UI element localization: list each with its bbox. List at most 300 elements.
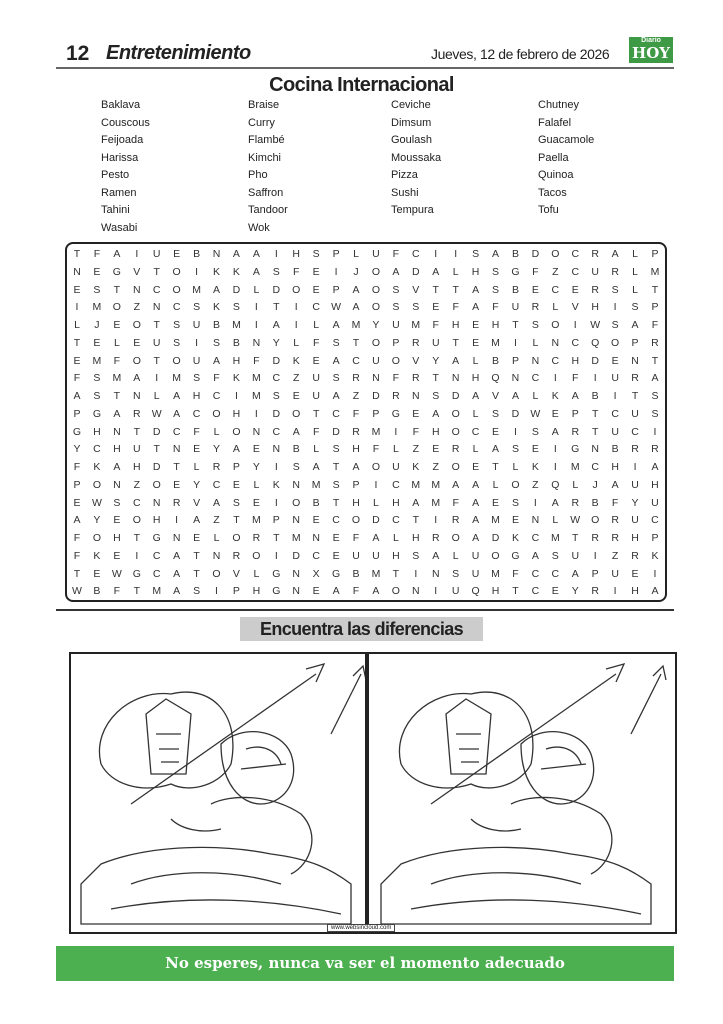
word-list-item: Kimchi bbox=[248, 151, 282, 164]
grid-letter: C bbox=[531, 532, 540, 544]
grid-letter: A bbox=[432, 407, 440, 420]
grid-letter: I bbox=[195, 265, 199, 278]
grid-letter: I bbox=[135, 549, 139, 562]
grid-letter: B bbox=[193, 248, 201, 260]
grid-letter: B bbox=[591, 496, 599, 509]
grid-letter: E bbox=[93, 265, 101, 278]
grid-letter: F bbox=[293, 265, 300, 278]
grid-letter: S bbox=[492, 265, 500, 278]
grid-letter: S bbox=[511, 496, 519, 509]
grid-letter: A bbox=[492, 443, 500, 456]
grid-letter: C bbox=[272, 372, 281, 385]
grid-letter: L bbox=[472, 354, 479, 367]
grid-letter: G bbox=[152, 532, 161, 544]
grid-letter: R bbox=[651, 336, 659, 349]
grid-letter: F bbox=[532, 265, 539, 278]
grid-letter: G bbox=[112, 265, 121, 278]
grid-letter: I bbox=[254, 301, 258, 314]
grid-letter: R bbox=[571, 496, 580, 509]
grid-letter: H bbox=[611, 461, 619, 473]
grid-letter: L bbox=[113, 336, 120, 349]
grid-letter: K bbox=[93, 549, 101, 562]
grid-letter: H bbox=[352, 443, 360, 456]
grid-letter: M bbox=[491, 514, 500, 527]
grid-letter: F bbox=[452, 301, 459, 314]
grid-letter: T bbox=[412, 514, 419, 527]
grid-letter: K bbox=[412, 461, 420, 473]
grid-letter: U bbox=[431, 336, 440, 349]
grid-letter: C bbox=[332, 407, 340, 420]
grid-letter: N bbox=[292, 514, 301, 527]
grid-letter: T bbox=[193, 549, 200, 562]
grid-letter: C bbox=[591, 461, 599, 473]
grid-letter: M bbox=[232, 319, 241, 331]
grid-letter: T bbox=[332, 496, 340, 509]
grid-letter: T bbox=[651, 283, 659, 296]
grid-letter: J bbox=[94, 319, 100, 331]
grid-letter: P bbox=[272, 514, 280, 527]
grid-letter: U bbox=[192, 354, 201, 367]
grid-letter: S bbox=[432, 390, 440, 402]
grid-letter: T bbox=[432, 283, 439, 296]
grid-letter: E bbox=[611, 354, 619, 367]
word-list-item: Tandoor bbox=[248, 204, 288, 216]
grid-letter: L bbox=[74, 319, 80, 331]
grid-letter: M bbox=[491, 336, 500, 349]
grid-letter: H bbox=[392, 549, 400, 562]
grid-letter: M bbox=[251, 372, 261, 385]
grid-letter: A bbox=[173, 390, 181, 402]
grid-letter: Z bbox=[213, 514, 220, 527]
grid-letter: I bbox=[195, 336, 199, 349]
grid-letter: Z bbox=[352, 390, 360, 402]
grid-letter: A bbox=[312, 461, 320, 473]
grid-letter: T bbox=[153, 265, 160, 278]
grid-letter: A bbox=[651, 585, 659, 598]
grid-letter: E bbox=[113, 549, 121, 562]
grid-letter: D bbox=[591, 354, 599, 367]
grid-letter: N bbox=[412, 585, 420, 598]
grid-letter: Y bbox=[252, 461, 260, 473]
grid-letter: N bbox=[431, 567, 440, 580]
grid-letter: K bbox=[272, 478, 280, 491]
grid-letter: C bbox=[631, 425, 639, 438]
grid-letter: A bbox=[472, 532, 480, 544]
grid-letter: A bbox=[571, 567, 579, 580]
grid-letter: A bbox=[571, 390, 579, 402]
grid-letter: U bbox=[611, 372, 619, 385]
grid-letter: A bbox=[113, 248, 121, 260]
grid-letter: S bbox=[212, 336, 220, 349]
grid-letter: A bbox=[472, 301, 480, 314]
grid-letter: K bbox=[93, 461, 101, 473]
grid-letter: V bbox=[412, 283, 420, 296]
grid-letter: L bbox=[572, 478, 579, 491]
grid-letter: E bbox=[511, 514, 519, 527]
grid-letter: A bbox=[173, 407, 181, 420]
grid-letter: O bbox=[232, 532, 241, 544]
grid-letter: Z bbox=[611, 549, 619, 562]
grid-letter: T bbox=[452, 336, 459, 349]
grid-letter: Y bbox=[93, 514, 101, 527]
grid-letter: K bbox=[292, 354, 300, 367]
grid-letter: M bbox=[550, 532, 560, 544]
grid-letter: S bbox=[332, 478, 340, 491]
grid-letter: T bbox=[432, 372, 439, 385]
grid-letter: N bbox=[212, 248, 221, 260]
grid-letter: V bbox=[492, 390, 500, 402]
grid-letter: P bbox=[73, 407, 81, 420]
grid-letter: F bbox=[73, 461, 81, 473]
grid-letter: V bbox=[571, 301, 579, 314]
grid-letter: U bbox=[352, 549, 360, 562]
grid-letter: K bbox=[511, 532, 519, 544]
grid-letter: A bbox=[292, 425, 300, 438]
grid-letter: T bbox=[153, 443, 160, 456]
grid-letter: O bbox=[292, 496, 301, 509]
grid-letter: E bbox=[631, 567, 639, 580]
grid-letter: O bbox=[491, 549, 500, 562]
grid-letter: A bbox=[133, 372, 141, 385]
wordsearch-title: Cocina Internacional bbox=[269, 74, 454, 96]
grid-letter: T bbox=[233, 514, 240, 527]
grid-letter: S bbox=[631, 301, 639, 314]
grid-letter: O bbox=[371, 283, 381, 296]
grid-letter: E bbox=[472, 336, 480, 349]
grid-letter: S bbox=[193, 585, 201, 598]
grid-letter: I bbox=[414, 567, 418, 580]
grid-letter: Q bbox=[591, 336, 600, 349]
grid-letter: B bbox=[93, 585, 101, 598]
grid-letter: F bbox=[93, 248, 101, 260]
grid-letter: A bbox=[432, 549, 440, 562]
grid-letter: I bbox=[434, 514, 438, 527]
grid-letter: R bbox=[212, 461, 221, 473]
grid-letter: U bbox=[392, 461, 400, 473]
grid-letter: U bbox=[392, 319, 400, 331]
illustration-pair bbox=[71, 654, 675, 932]
grid-letter: A bbox=[232, 443, 240, 456]
word-list-item: Chutney bbox=[538, 99, 579, 111]
grid-letter: S bbox=[651, 390, 659, 402]
grid-letter: O bbox=[551, 319, 560, 331]
grid-letter: I bbox=[274, 461, 278, 473]
word-list-item: Sushi bbox=[391, 186, 419, 199]
word-list-item: Baklava bbox=[101, 99, 141, 111]
grid-letter: R bbox=[611, 265, 619, 278]
grid-letter: U bbox=[132, 443, 141, 456]
grid-letter: Z bbox=[432, 461, 439, 473]
grid-letter: O bbox=[172, 265, 181, 278]
grid-letter: B bbox=[312, 496, 320, 509]
grid-letter: L bbox=[253, 283, 260, 296]
grid-letter: B bbox=[492, 354, 500, 367]
grid-letter: A bbox=[452, 354, 460, 367]
grid-letter: E bbox=[492, 496, 500, 509]
grid-letter: O bbox=[451, 461, 460, 473]
grid-letter: L bbox=[253, 478, 260, 491]
grid-letter: L bbox=[552, 301, 559, 314]
grid-letter: Z bbox=[133, 478, 140, 491]
grid-letter: Z bbox=[133, 301, 140, 314]
grid-letter: R bbox=[591, 283, 599, 296]
grid-letter: N bbox=[312, 532, 320, 544]
grid-letter: I bbox=[254, 319, 258, 331]
grid-letter: B bbox=[212, 319, 220, 331]
grid-letter: T bbox=[133, 425, 140, 438]
grid-letter: M bbox=[291, 532, 301, 544]
grid-letter: E bbox=[412, 407, 420, 420]
grid-letter: L bbox=[213, 532, 220, 544]
grid-letter: U bbox=[631, 478, 639, 491]
grid-letter: V bbox=[133, 265, 141, 278]
grid-letter: I bbox=[573, 319, 577, 331]
grid-letter: C bbox=[152, 283, 161, 296]
grid-letter: A bbox=[272, 319, 280, 331]
grid-letter: C bbox=[571, 336, 580, 349]
word-list-item: Ramen bbox=[101, 186, 137, 199]
grid-letter: H bbox=[491, 319, 500, 331]
grid-letter: G bbox=[92, 407, 101, 420]
grid-letter: F bbox=[73, 372, 81, 385]
grid-letter: N bbox=[272, 443, 281, 456]
grid-letter: O bbox=[451, 407, 460, 420]
grid-letter: I bbox=[155, 372, 159, 385]
grid-letter: D bbox=[292, 549, 301, 562]
grid-letter: N bbox=[451, 372, 460, 385]
grid-letter: T bbox=[512, 319, 519, 331]
grid-letter: E bbox=[113, 514, 121, 527]
grid-letter: T bbox=[273, 532, 280, 544]
grid-letter: F bbox=[113, 354, 121, 367]
grid-letter: P bbox=[651, 248, 659, 260]
grid-letter: L bbox=[293, 336, 300, 349]
grid-letter: S bbox=[332, 372, 340, 385]
word-list-item: Tahini bbox=[101, 204, 130, 216]
grid-letter: A bbox=[73, 514, 81, 527]
grid-letter: S bbox=[412, 549, 420, 562]
grid-letter: E bbox=[432, 301, 440, 314]
grid-letter: D bbox=[412, 265, 420, 278]
grid-letter: S bbox=[492, 407, 500, 420]
grid-letter: E bbox=[173, 478, 181, 491]
grid-letter: U bbox=[372, 354, 380, 367]
grid-letter: F bbox=[572, 372, 579, 385]
grid-letter: K bbox=[651, 549, 659, 562]
grid-letter: S bbox=[332, 336, 340, 349]
differences-images bbox=[69, 652, 677, 934]
grid-letter: D bbox=[152, 461, 161, 473]
grid-letter: B bbox=[591, 390, 599, 402]
grid-letter: I bbox=[254, 407, 258, 420]
grid-letter: N bbox=[292, 478, 301, 491]
grid-letter: H bbox=[471, 265, 480, 278]
grid-letter: O bbox=[391, 354, 400, 367]
grid-letter: S bbox=[332, 443, 340, 456]
grid-letter: O bbox=[132, 354, 141, 367]
grid-letter: T bbox=[113, 283, 121, 296]
grid-letter: U bbox=[192, 319, 201, 331]
grid-letter: C bbox=[531, 585, 540, 598]
grid-letter: I bbox=[454, 248, 458, 260]
grid-letter: I bbox=[294, 301, 298, 314]
grid-letter: A bbox=[472, 496, 480, 509]
grid-letter: A bbox=[332, 354, 340, 367]
grid-letter: I bbox=[633, 461, 637, 473]
grid-letter: R bbox=[412, 372, 420, 385]
grid-letter: H bbox=[491, 585, 500, 598]
grid-letter: L bbox=[193, 461, 200, 473]
grid-letter: B bbox=[511, 283, 519, 296]
grid-letter: T bbox=[113, 390, 121, 402]
grid-letter: W bbox=[530, 407, 541, 420]
grid-letter: C bbox=[471, 425, 480, 438]
grid-letter: M bbox=[371, 567, 381, 580]
grid-letter: T bbox=[193, 567, 200, 580]
grid-letter: R bbox=[591, 585, 599, 598]
grid-letter: E bbox=[492, 425, 500, 438]
grid-letter: A bbox=[472, 390, 480, 402]
grid-letter: F bbox=[372, 443, 380, 456]
grid-letter: F bbox=[452, 496, 459, 509]
grid-letter: O bbox=[212, 407, 221, 420]
grid-letter: S bbox=[173, 319, 181, 331]
grid-letter: I bbox=[613, 390, 617, 402]
grid-letter: C bbox=[531, 567, 540, 580]
grid-letter: E bbox=[312, 354, 320, 367]
grid-letter: A bbox=[432, 265, 440, 278]
grid-letter: C bbox=[172, 301, 181, 314]
grid-letter: K bbox=[232, 265, 240, 278]
grid-letter: W bbox=[111, 567, 122, 580]
grid-letter: E bbox=[193, 532, 201, 544]
grid-letter: A bbox=[631, 319, 639, 331]
grid-letter: N bbox=[172, 443, 181, 456]
grid-letter: O bbox=[371, 461, 381, 473]
grid-letter: F bbox=[412, 425, 419, 438]
grid-letter: C bbox=[571, 248, 580, 260]
grid-letter: T bbox=[492, 461, 499, 473]
word-list-item: Goulash bbox=[391, 134, 432, 146]
grid-letter: S bbox=[472, 248, 480, 260]
footer-banner: No esperes, nunca va ser el momento adecuado bbox=[56, 946, 674, 981]
grid-letter: H bbox=[651, 478, 659, 491]
grid-letter: O bbox=[92, 478, 101, 491]
grid-letter: E bbox=[232, 478, 240, 491]
grid-letter: N bbox=[152, 496, 161, 509]
grid-letter: H bbox=[471, 372, 480, 385]
grid-letter: X bbox=[312, 567, 320, 580]
grid-letter: D bbox=[451, 390, 460, 402]
grid-letter: N bbox=[172, 532, 181, 544]
grid-letter: G bbox=[272, 567, 281, 580]
grid-letter: H bbox=[631, 585, 639, 598]
grid-letter: L bbox=[632, 265, 638, 278]
grid-letter: I bbox=[274, 496, 278, 509]
wordsearch-grid bbox=[65, 242, 667, 602]
grid-letter: D bbox=[372, 390, 380, 402]
grid-letter: C bbox=[551, 283, 560, 296]
grid-letter: P bbox=[511, 354, 519, 367]
word-list-item: Wasabi bbox=[101, 221, 138, 234]
grid-letter: I bbox=[135, 248, 139, 260]
grid-letter: O bbox=[611, 336, 620, 349]
grid-letter: W bbox=[151, 407, 162, 420]
grid-letter: L bbox=[492, 478, 499, 491]
grid-letter: L bbox=[552, 514, 559, 527]
grid-letter: C bbox=[93, 443, 101, 456]
grid-letter: C bbox=[152, 549, 161, 562]
grid-letter: I bbox=[374, 478, 378, 491]
grid-letter: E bbox=[531, 443, 539, 456]
grid-letter: B bbox=[292, 443, 300, 456]
grid-letter: C bbox=[212, 390, 221, 402]
grid-letter: O bbox=[112, 301, 121, 314]
grid-letter: A bbox=[193, 514, 201, 527]
grid-letter: I bbox=[434, 585, 438, 598]
grid-letter: T bbox=[572, 532, 579, 544]
illustration-right bbox=[381, 664, 666, 924]
grid-letter: T bbox=[153, 319, 160, 331]
grid-letter: E bbox=[551, 585, 559, 598]
grid-letter: O bbox=[451, 532, 460, 544]
grid-letter: E bbox=[332, 532, 340, 544]
grid-letter: N bbox=[511, 372, 520, 385]
grid-letter: V bbox=[232, 567, 240, 580]
grid-letter: Z bbox=[532, 478, 539, 491]
grid-letter: N bbox=[113, 425, 121, 438]
grid-letter: G bbox=[571, 443, 580, 456]
grid-letter: S bbox=[272, 390, 280, 402]
grid-letter: R bbox=[252, 532, 261, 544]
grid-letter: A bbox=[73, 390, 81, 402]
grid-letter: W bbox=[331, 301, 342, 314]
grid-letter: C bbox=[571, 265, 580, 278]
grid-letter: R bbox=[651, 443, 659, 456]
grid-letter: M bbox=[192, 283, 201, 296]
grid-letter: H bbox=[113, 443, 121, 456]
grid-letter: T bbox=[133, 532, 140, 544]
page-number: 12 bbox=[66, 42, 90, 65]
grid-letter: F bbox=[213, 372, 220, 385]
grid-letter: T bbox=[392, 567, 400, 580]
grid-letter: S bbox=[452, 567, 460, 580]
grid-letter: A bbox=[551, 496, 559, 509]
grid-letter: C bbox=[272, 425, 281, 438]
grid-letter: A bbox=[173, 567, 181, 580]
grid-letter: B bbox=[511, 248, 519, 260]
grid-letter: D bbox=[232, 283, 241, 296]
word-list-item: Flambé bbox=[248, 134, 285, 146]
grid-letter: A bbox=[232, 248, 240, 260]
grid-letter: R bbox=[392, 390, 400, 402]
grid-letter: L bbox=[353, 248, 359, 260]
grid-letter: O bbox=[591, 514, 600, 527]
grid-letter: U bbox=[152, 336, 161, 349]
word-list-item: Braise bbox=[248, 99, 280, 111]
grid-letter: E bbox=[252, 496, 260, 509]
grid-letter: O bbox=[451, 425, 460, 438]
grid-letter: A bbox=[472, 283, 480, 296]
grid-letter: S bbox=[392, 283, 400, 296]
grid-letter: N bbox=[372, 372, 380, 385]
grid-letter: C bbox=[132, 496, 141, 509]
grid-letter: S bbox=[93, 390, 101, 402]
grid-letter: H bbox=[152, 514, 161, 527]
grid-letter: J bbox=[592, 478, 598, 491]
grid-letter: U bbox=[471, 567, 480, 580]
grid-letter: U bbox=[591, 265, 599, 278]
